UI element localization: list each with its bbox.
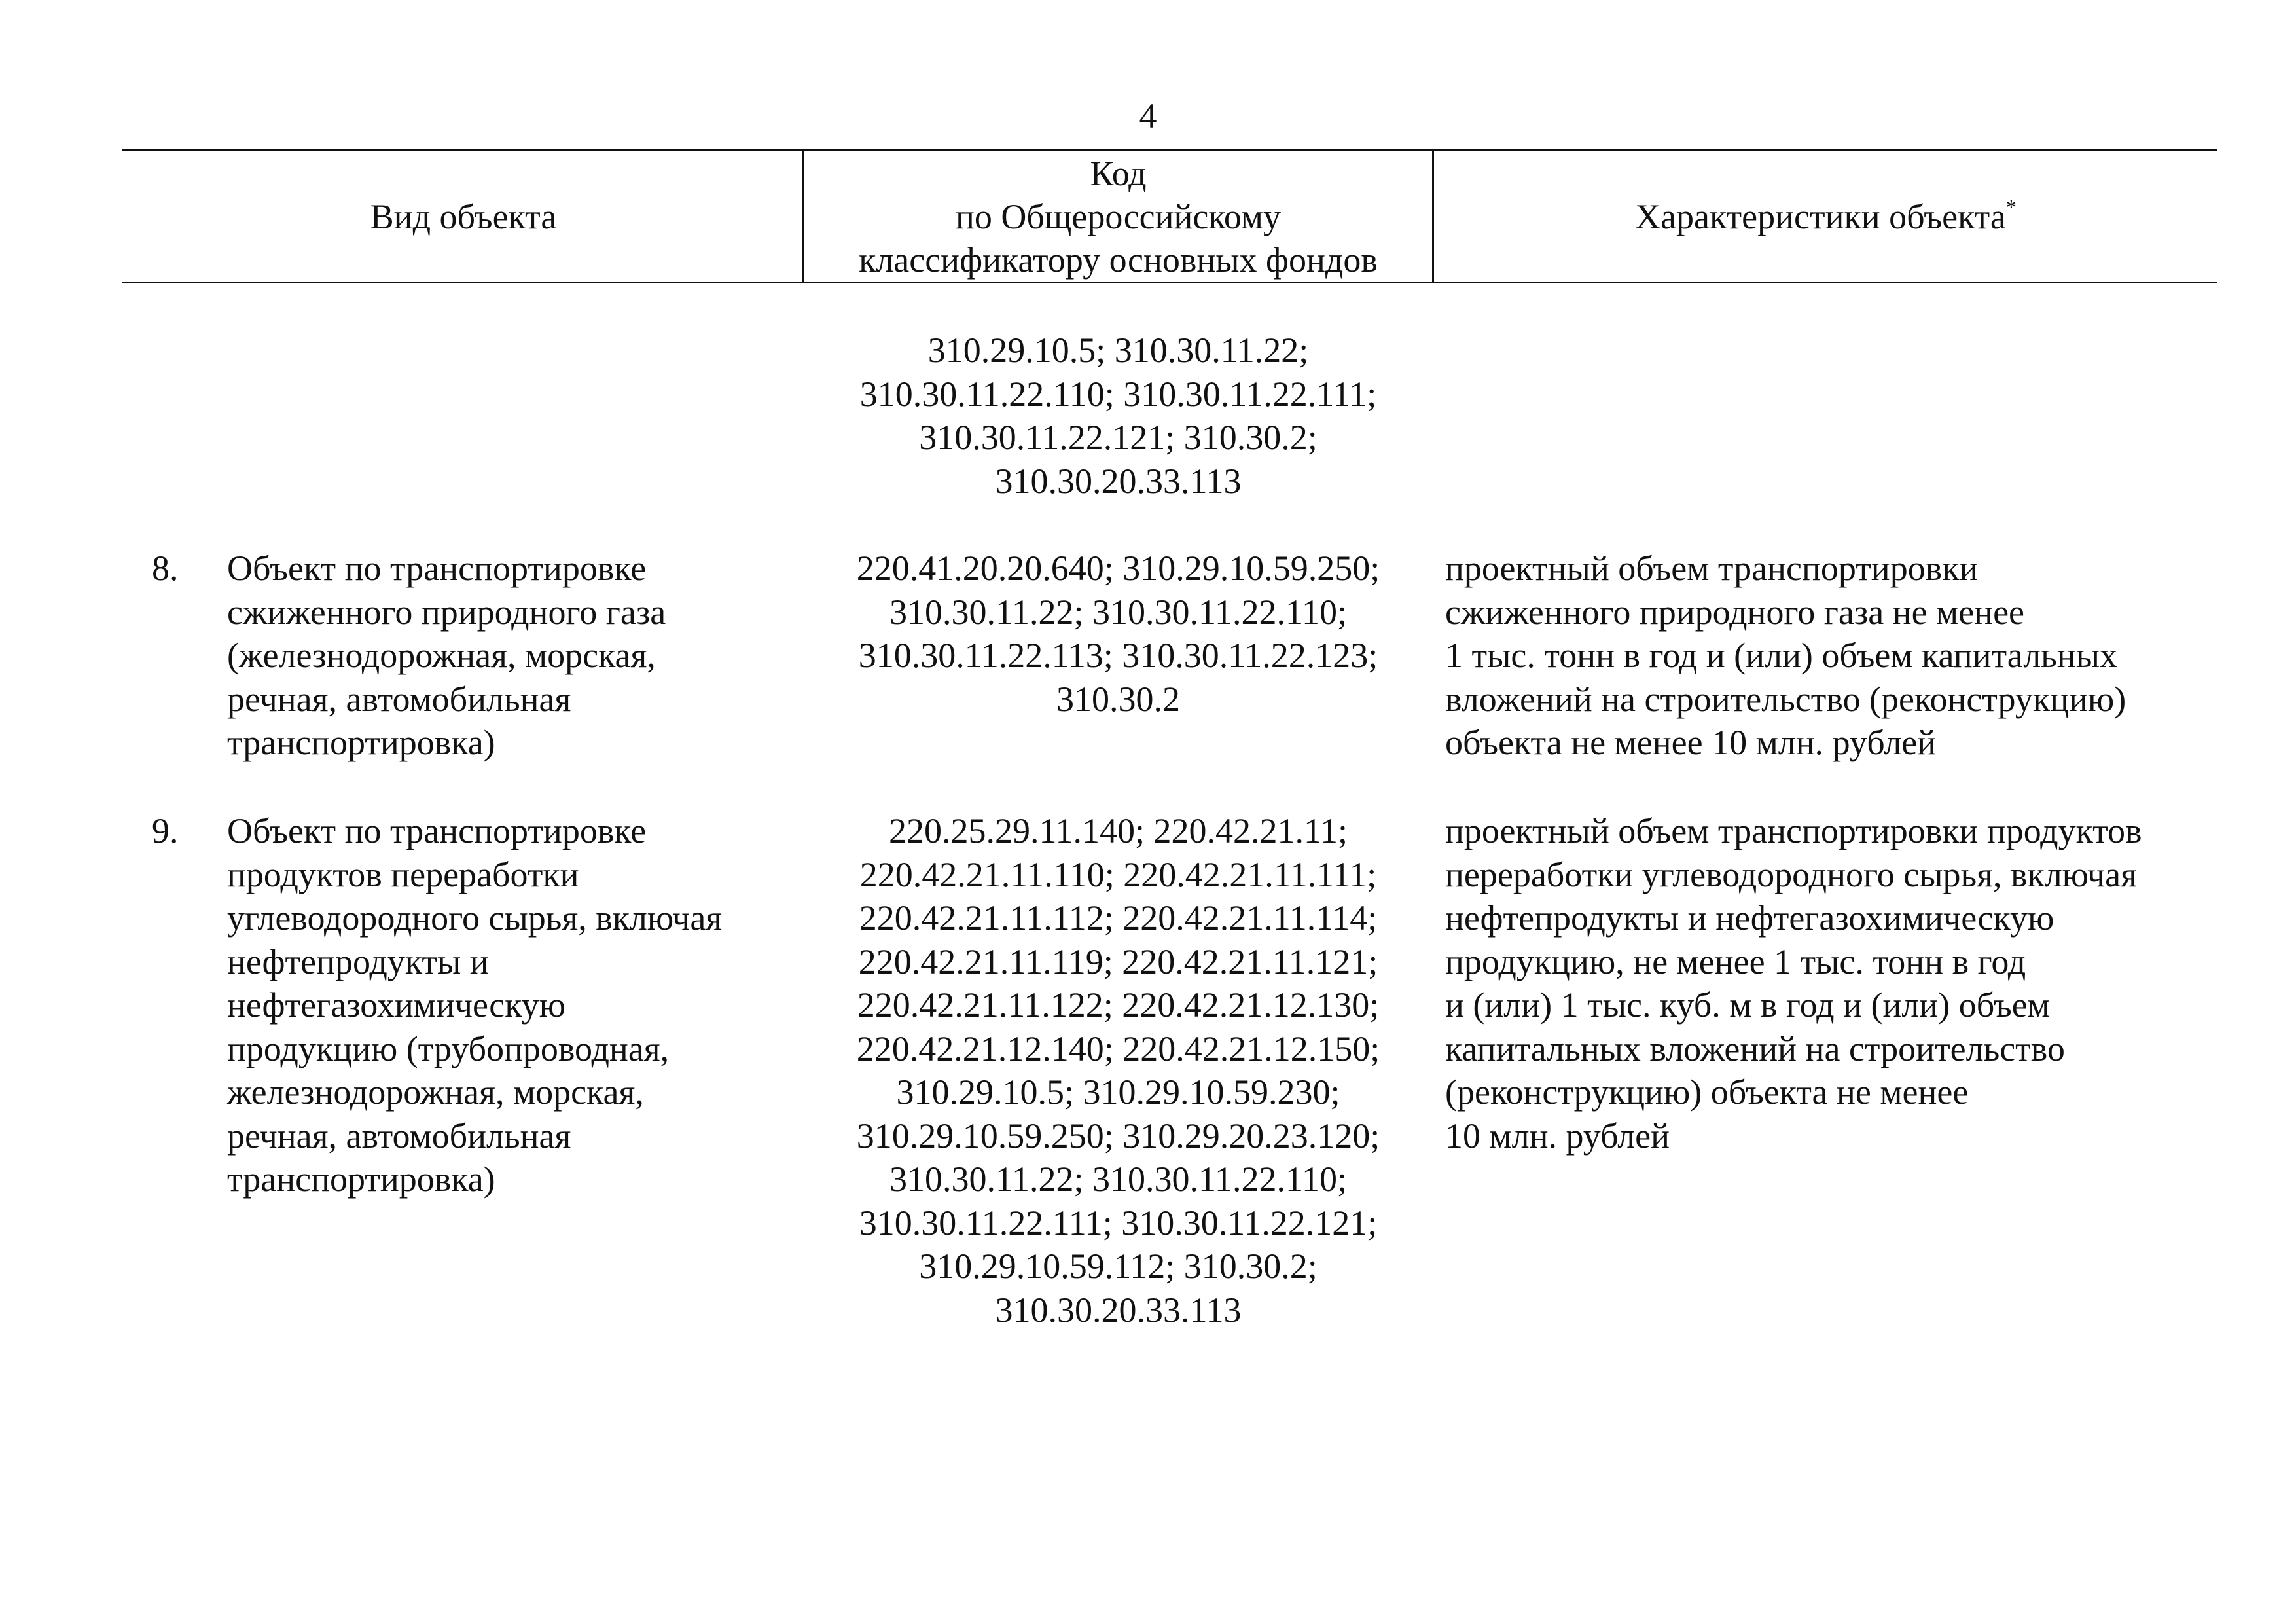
footnote-mark: * — [2005, 195, 2017, 219]
code-line: 220.42.21.12.140; 220.42.21.12.150; — [856, 1029, 1380, 1068]
row-object-type — [227, 547, 803, 765]
characteristics-line: объекта не менее 10 млн. рублей — [1445, 723, 1937, 762]
characteristics-line: 1 тыс. тонн в год и (или) объем капитальных — [1445, 636, 2117, 675]
row-characteristics — [1445, 547, 2224, 765]
characteristics-line: капитальных вложений на строительство — [1445, 1029, 2065, 1068]
object-type-line: речная, автомобильная — [227, 679, 571, 719]
code-line: 310.30.11.22.111; 310.30.11.22.121; — [859, 1203, 1378, 1243]
object-type-line: речная, автомобильная — [227, 1116, 571, 1156]
code-line: 310.29.10.5; 310.29.10.59.230; — [896, 1072, 1340, 1112]
row-okof-codes — [804, 809, 1432, 1332]
code-line: 310.30.20.33.113 — [995, 461, 1242, 501]
code-line: 220.42.21.11.112; 220.42.21.11.114; — [859, 898, 1378, 938]
characteristics-line: и (или) 1 тыс. куб. м в год и (или) объем — [1445, 985, 2050, 1025]
object-type-line: (железнодорожная, морская, — [227, 636, 656, 675]
object-type-line: Объект по транспортировке — [227, 549, 647, 588]
code-line: 220.42.21.11.122; 220.42.21.12.130; — [857, 985, 1380, 1025]
code-line: 310.30.11.22.110; 310.30.11.22.111; — [859, 374, 1377, 414]
object-type-line: продукцию (трубопроводная, — [227, 1029, 670, 1068]
header-object-type: Вид объекта — [370, 197, 557, 236]
code-line: 220.42.21.11.119; 220.42.21.11.121; — [858, 941, 1378, 981]
code-line: 310.29.10.59.112; 310.30.2; — [919, 1247, 1318, 1286]
object-type-line: углеводородного сырья, включая — [227, 898, 723, 938]
code-line: 220.25.29.11.140; 220.42.21.11; — [889, 811, 1348, 850]
object-type-line: Объект по транспортировке — [227, 811, 647, 850]
page-number: 4 — [1139, 96, 1157, 136]
code-line: 220.42.21.11.110; 220.42.21.11.111; — [859, 854, 1377, 894]
code-line: 310.29.10.59.250; 310.29.20.23.120; — [856, 1116, 1380, 1156]
object-type-line: нефтегазохимическую — [227, 985, 566, 1025]
continuation-codes — [804, 329, 1432, 503]
header-characteristics-label: Характеристики объекта — [1635, 197, 2006, 236]
row-number: 9. — [152, 811, 179, 850]
code-line: 310.29.10.5; 310.30.11.22; — [927, 331, 1309, 370]
row-object-type — [227, 809, 803, 1201]
object-type-line: продуктов переработки — [227, 854, 579, 894]
row-number: 8. — [152, 549, 179, 588]
table-header-bottom-rule — [122, 282, 2217, 283]
object-type-line: транспортировка) — [227, 1159, 495, 1199]
code-line: 310.30.11.22.121; 310.30.2; — [919, 418, 1318, 457]
object-type-line: сжиженного природного газа — [227, 592, 666, 632]
header-okof-code — [804, 152, 1432, 282]
object-type-line: железнодорожная, морская, — [227, 1072, 644, 1112]
object-type-line: нефтепродукты и — [227, 941, 489, 981]
characteristics-line: проектный объем транспортировки продуктов — [1445, 811, 2142, 850]
characteristics-line: 10 млн. рублей — [1445, 1116, 1670, 1156]
code-line: 310.30.11.22; 310.30.11.22.110; — [889, 592, 1347, 632]
characteristics-line: вложений на строительство (реконструкцию) — [1445, 679, 2126, 719]
characteristics-line: переработки углеводородного сырья, включая — [1445, 854, 2137, 894]
row-okof-codes — [804, 547, 1432, 721]
row-characteristics — [1445, 809, 2224, 1158]
characteristics-line: проектный объем транспортировки — [1445, 549, 1979, 588]
code-line: 310.30.11.22; 310.30.11.22.110; — [889, 1159, 1347, 1199]
characteristics-line: сжиженного природного газа не менее — [1445, 592, 2025, 632]
code-line: 310.30.11.22.113; 310.30.11.22.123; — [858, 636, 1378, 675]
header-okof-code-line: Код — [1090, 154, 1147, 193]
header-object-characteristics — [1434, 195, 2217, 238]
characteristics-line: нефтепродукты и нефтегазохимическую — [1445, 898, 2054, 938]
characteristics-line: (реконструкцию) объекта не менее — [1445, 1072, 1969, 1112]
characteristics-line: продукцию, не менее 1 тыс. тонн в год — [1445, 941, 2026, 981]
code-line: 310.30.20.33.113 — [995, 1290, 1242, 1330]
table-header-top-rule — [122, 149, 2217, 151]
code-line: 220.41.20.20.640; 310.29.10.59.250; — [856, 549, 1380, 588]
header-okof-code-line: классификатору основных фондов — [859, 240, 1378, 280]
object-type-line: транспортировка) — [227, 723, 495, 762]
code-line: 310.30.2 — [1056, 679, 1180, 719]
header-okof-code-line: по Общероссийскому — [955, 197, 1282, 236]
